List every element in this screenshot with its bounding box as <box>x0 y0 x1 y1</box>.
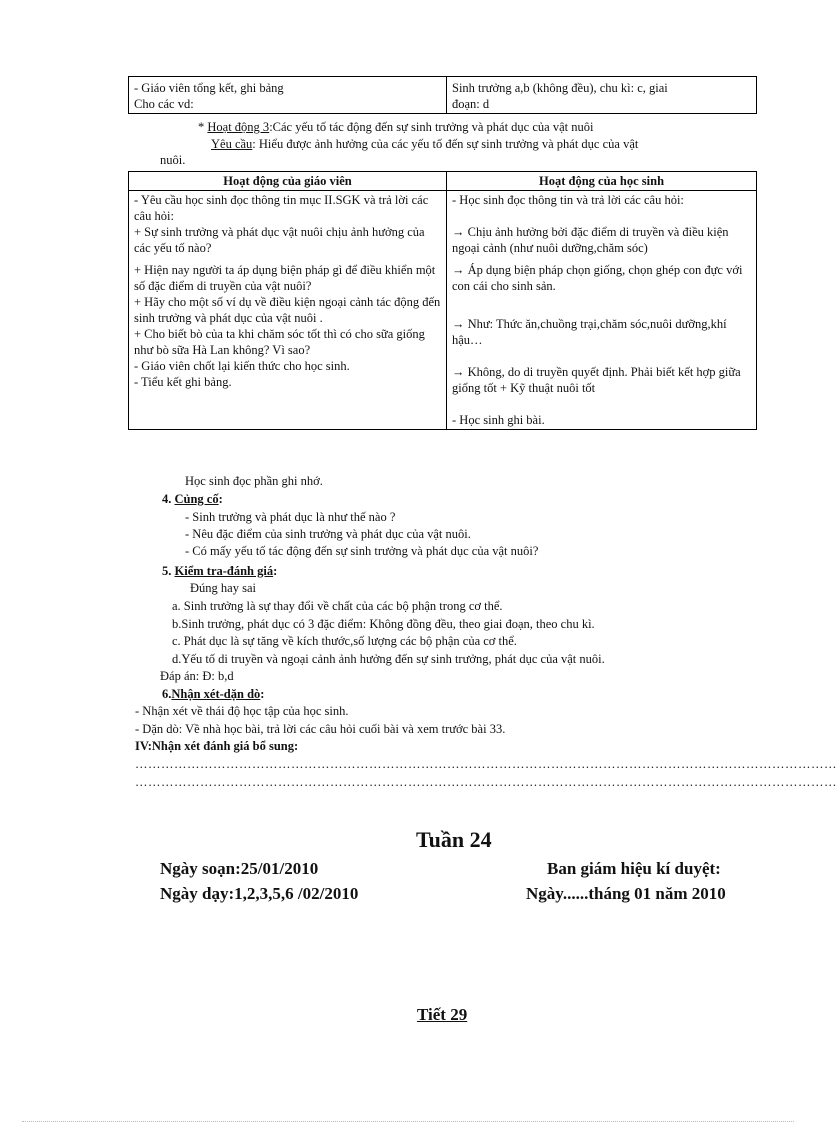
review-item: - Nhận xét về thái độ học tập của học sinh. <box>135 704 349 718</box>
student-item: → Áp dụng biện pháp chọn giống, chọn ghép con đực với con cái cho sinh sản. <box>452 263 743 293</box>
arrow-icon: → <box>452 225 465 239</box>
teacher-item: - Tiểu kết ghi bảng. <box>134 375 232 389</box>
activity3-requirement: Yêu cầu: Hiểu được ảnh hưởng của các yếu tố đến sự sinh trưởng và phát dục của vật <box>211 137 639 151</box>
list-item: - Có mấy yếu tố tác động đến sự sinh trưởng và phát dục của vật nuôi? <box>185 544 539 558</box>
assessment-item: a. Sinh trưởng là sự thay đổi về chất của các bộ phận trong cơ thể. <box>172 599 503 613</box>
consolidate-heading: 4. Củng cố: <box>162 492 223 506</box>
teaching-date: Ngày dạy:1,2,3,5,6 /02/2010 <box>160 884 359 903</box>
assessment-heading: 5. Kiểm tra-đánh giá: <box>162 564 278 578</box>
arrow-icon: → <box>452 365 465 379</box>
teacher-item: - Giáo viên chốt lại kiến thức cho học sinh. <box>134 359 350 373</box>
assessment-item: d.Yếu tố di truyền và ngoại cảnh ảnh hưởng đến sự sinh trưởng, phát dục của vật nuôi. <box>172 652 605 666</box>
activity3-label: Hoạt động 3 <box>207 120 270 134</box>
table-row <box>129 77 757 114</box>
review-item: - Dặn dò: Về nhà học bài, trả lời các câu hỏi cuối bài và xem trước bài 33. <box>135 722 506 736</box>
requirement-continuation: nuôi. <box>160 153 186 167</box>
table-row <box>129 191 757 430</box>
student-item: - Học sinh ghi bài. <box>452 413 545 427</box>
student-item: → Không, do di truyền quyết định. Phải biết kết hợp giữa giống tốt + Kỹ thuật nuôi tốt <box>452 365 741 395</box>
top-table-right-cell: Sinh trưởng a,b (không đều), chu kì: c, giai đoạn: d <box>447 77 757 114</box>
assessment-prompt: Đúng hay sai <box>190 581 256 595</box>
teacher-item: + Sự sinh trưởng và phát dục vật nuôi chịu ảnh hưởng của các yếu tố nào? <box>134 225 425 255</box>
dotted-line: ……………………………………………………………………………………………………………………………………………… <box>135 757 837 771</box>
top-table <box>128 76 757 114</box>
arrow-icon: → <box>452 317 465 331</box>
after-table-note: Học sinh đọc phần ghi nhớ. <box>185 474 323 488</box>
student-item: → Như: Thức ăn,chuồng trại,chăm sóc,nuôi dưỡng,khí hậu… <box>452 317 727 347</box>
teacher-activities-cell <box>129 191 447 430</box>
board-approval: Ban giám hiệu kí duyệt: <box>547 859 721 878</box>
approval-date: Ngày......tháng 01 năm 2010 <box>526 884 726 903</box>
week-title: Tuần 24 <box>416 827 492 852</box>
student-item: - Học sinh đọc thông tin và trả lời các câu hỏi: <box>452 193 684 207</box>
table-header-row <box>129 172 757 191</box>
top-table-left-cell: - Giáo viên tổng kết, ghi bảng Cho các vd: <box>129 77 447 114</box>
student-activities-cell <box>447 191 757 430</box>
header-teacher: Hoạt động của giáo viên <box>129 172 447 191</box>
requirement-label: Yêu cầu <box>211 137 253 151</box>
header-student: Hoạt động của học sinh <box>447 172 757 191</box>
activity3-heading: * Hoạt động 3:Các yếu tố tác động đến sự sinh trưởng và phát dục của vật nuôi <box>198 120 594 134</box>
page-bottom-divider <box>22 1121 794 1122</box>
section-iv-heading: IV:Nhận xét đánh giá bổ sung: <box>135 739 299 753</box>
student-item: → Chịu ảnh hưởng bởi đặc điểm di truyền và điều kiện ngoại cảnh (như nuôi dưỡng,chăm sóc) <box>452 225 729 255</box>
review-heading: 6.Nhận xét-dặn dò: <box>162 687 265 701</box>
teacher-item: + Hiện nay người ta áp dụng biện pháp gì để điều khiển một số đặc điểm di truyền của vật nuôi? <box>134 263 436 293</box>
teacher-item: - Yêu cầu học sinh đọc thông tin mục II.SGK và trả lời các câu hỏi: <box>134 193 429 223</box>
lesson-number: Tiết 29 <box>417 1005 468 1024</box>
teacher-item: + Cho biết bò của ta khi chăm sóc tốt thì có cho sữa giống như bò sữa Hà Lan không? Vì sao? <box>134 327 425 357</box>
list-item: - Nêu đặc điểm của sinh trưởng và phát dục của vật nuôi. <box>185 527 471 541</box>
list-item: - Sinh trưởng và phát dục là như thế nào ? <box>185 510 396 524</box>
assessment-item: c. Phát dục là sự tăng về kích thước,số lượng các bộ phận của cơ thể. <box>172 634 517 648</box>
assessment-item: b.Sinh trưởng, phát dục có 3 đặc điểm: Không đồng đều, theo giai đoạn, theo chu kì. <box>172 617 595 631</box>
dotted-line: ……………………………………………………………………………………………………………………………………………… <box>135 775 837 789</box>
arrow-icon: → <box>452 263 465 277</box>
answer-key: Đáp án: Đ: b,d <box>160 669 234 683</box>
consolidate-list <box>185 509 538 559</box>
preparation-date: Ngày soạn:25/01/2010 <box>160 859 319 878</box>
activities-table <box>128 171 757 430</box>
teacher-item: + Hãy cho một số ví dụ về điều kiện ngoại cảnh tác động đến sinh trưởng và phát dục của vật nuôi . <box>134 295 441 325</box>
